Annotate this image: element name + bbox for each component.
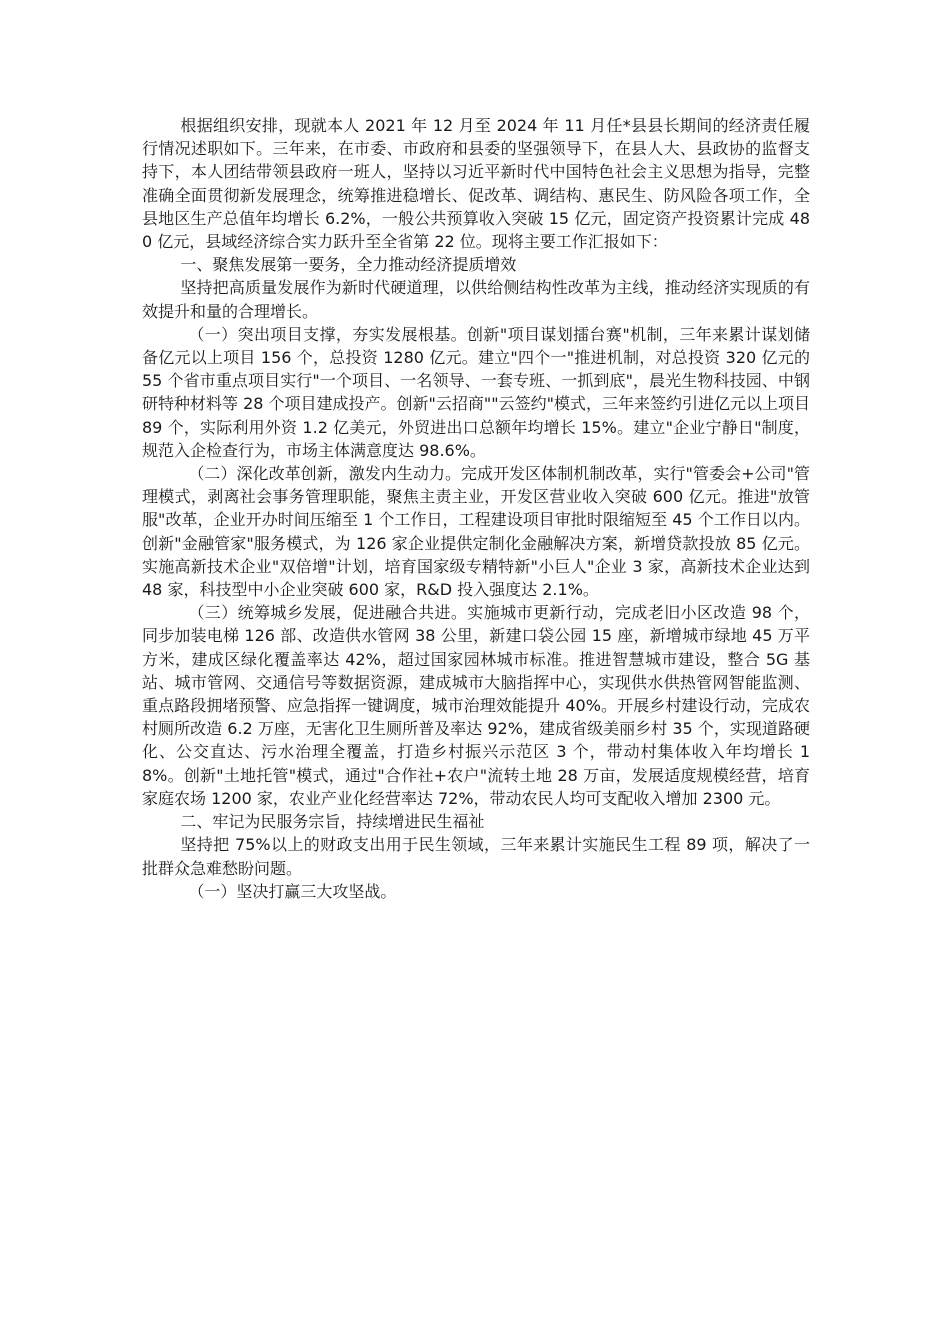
- section-heading-1: 一、聚焦发展第一要务，全力推动经济提质增效: [180, 255, 517, 275]
- section-2-intro-paragraph: 坚持把 75%以上的财政支出用于民生领域，三年来累计实施民生工程 89 项，解决了一批群众急难愁盼问题。: [142, 835, 810, 878]
- subsection-1-1-paragraph: （一）突出项目支撑，夯实发展根基。创新"项目谋划擂台赛"机制，三年来累计谋划储备亿元以上项目 156 个，总投资 1280 亿元。建立"四个一"推进机制，对总投资 320 亿元的 55 个省市重点项目实行"一个项目、一名领导、一套专班、一抓到底"，晨光生物科技园、中钢研特种材料等 28 个项目建成投产。创新"云招商""云签约"模式，三年来签约引进亿元以上项目 89 个，实际利用外资 1.2 亿美元，外贸进出口总额年均增长 15%。建立"企业宁静日"制度，规范入企检查行为，市场主体满意度达 98.6%。: [142, 324, 810, 460]
- section-1-intro-paragraph: 坚持把高质量发展作为新时代硬道理，以供给侧结构性改革为主线，推动经济实现质的有效提升和量的合理增长。: [142, 278, 810, 321]
- subsection-1-2-paragraph: （二）深化改革创新，激发内生动力。完成开发区体制机制改革，实行"管委会+公司"管理模式，剥离社会事务管理职能，聚焦主责主业，开发区营业收入突破 600 亿元。推进"放管服"改革，企业开办时间压缩至 1 个工作日，工程建设项目审批时限缩短至 45 个工作日以内。创新"金融管家"服务模式，为 126 家企业提供定制化金融解决方案，新增贷款投放 85 亿元。实施高新技术企业"双倍增"计划，培育国家级专精特新"小巨人"企业 3 家，高新技术企业达到 48 家，科技型中小企业突破 600 家，R&D 投入强度达 2.1%。: [142, 464, 810, 600]
- document-body: [142, 114, 810, 903]
- subsection-1-3-paragraph: （三）统筹城乡发展，促进融合共进。实施城市更新行动，完成老旧小区改造 98 个，同步加装电梯 126 部、改造供水管网 38 公里，新建口袋公园 15 座，新增城市绿地 45 万平方米，建成区绿化覆盖率达 42%，超过国家园林城市标准。推进智慧城市建设，整合 5G 基站、城市管网、交通信号等数据资源，建成城市大脑指挥中心，实现供水供热管网智能监测、重点路段拥堵预警、应急指挥一键调度，城市治理效能提升 40%。开展乡村建设行动，完成农村厕所改造 6.2 万座，无害化卫生厕所普及率达 92%，建成省级美丽乡村 35 个，实现道路硬化、公交直达、污水治理全覆盖，打造乡村振兴示范区 3 个，带动村集体收入年均增长 18%。创新"土地托管"模式，通过"合作社+农户"流转土地 28 万亩，发展适度规模经营，培育家庭农场 1200 家，农业产业化经营率达 72%，带动农民人均可支配收入增加 2300 元。: [142, 603, 810, 808]
- subsection-2-1-heading: （一）坚决打赢三大攻坚战。: [188, 881, 397, 901]
- section-heading-2: 二、牢记为民服务宗旨，持续增进民生福祉: [180, 812, 485, 832]
- intro-paragraph: 根据组织安排，现就本人 2021 年 12 月至 2024 年 11 月任*县县长期间的经济责任履行情况述职如下。三年来，在市委、市政府和县委的坚强领导下，在县人大、县政协的监督支持下，本人团结带领县政府一班人，坚持以习近平新时代中国特色社会主义思想为指导，完整准确全面贯彻新发展理念，统筹推进稳增长、促改革、调结构、惠民生、防风险各项工作，全县地区生产总值年均增长 6.2%，一般公共预算收入突破 15 亿元，固定资产投资累计完成 480 亿元，县域经济综合实力跃升至全省第 22 位。现将主要工作汇报如下：: [142, 116, 810, 252]
